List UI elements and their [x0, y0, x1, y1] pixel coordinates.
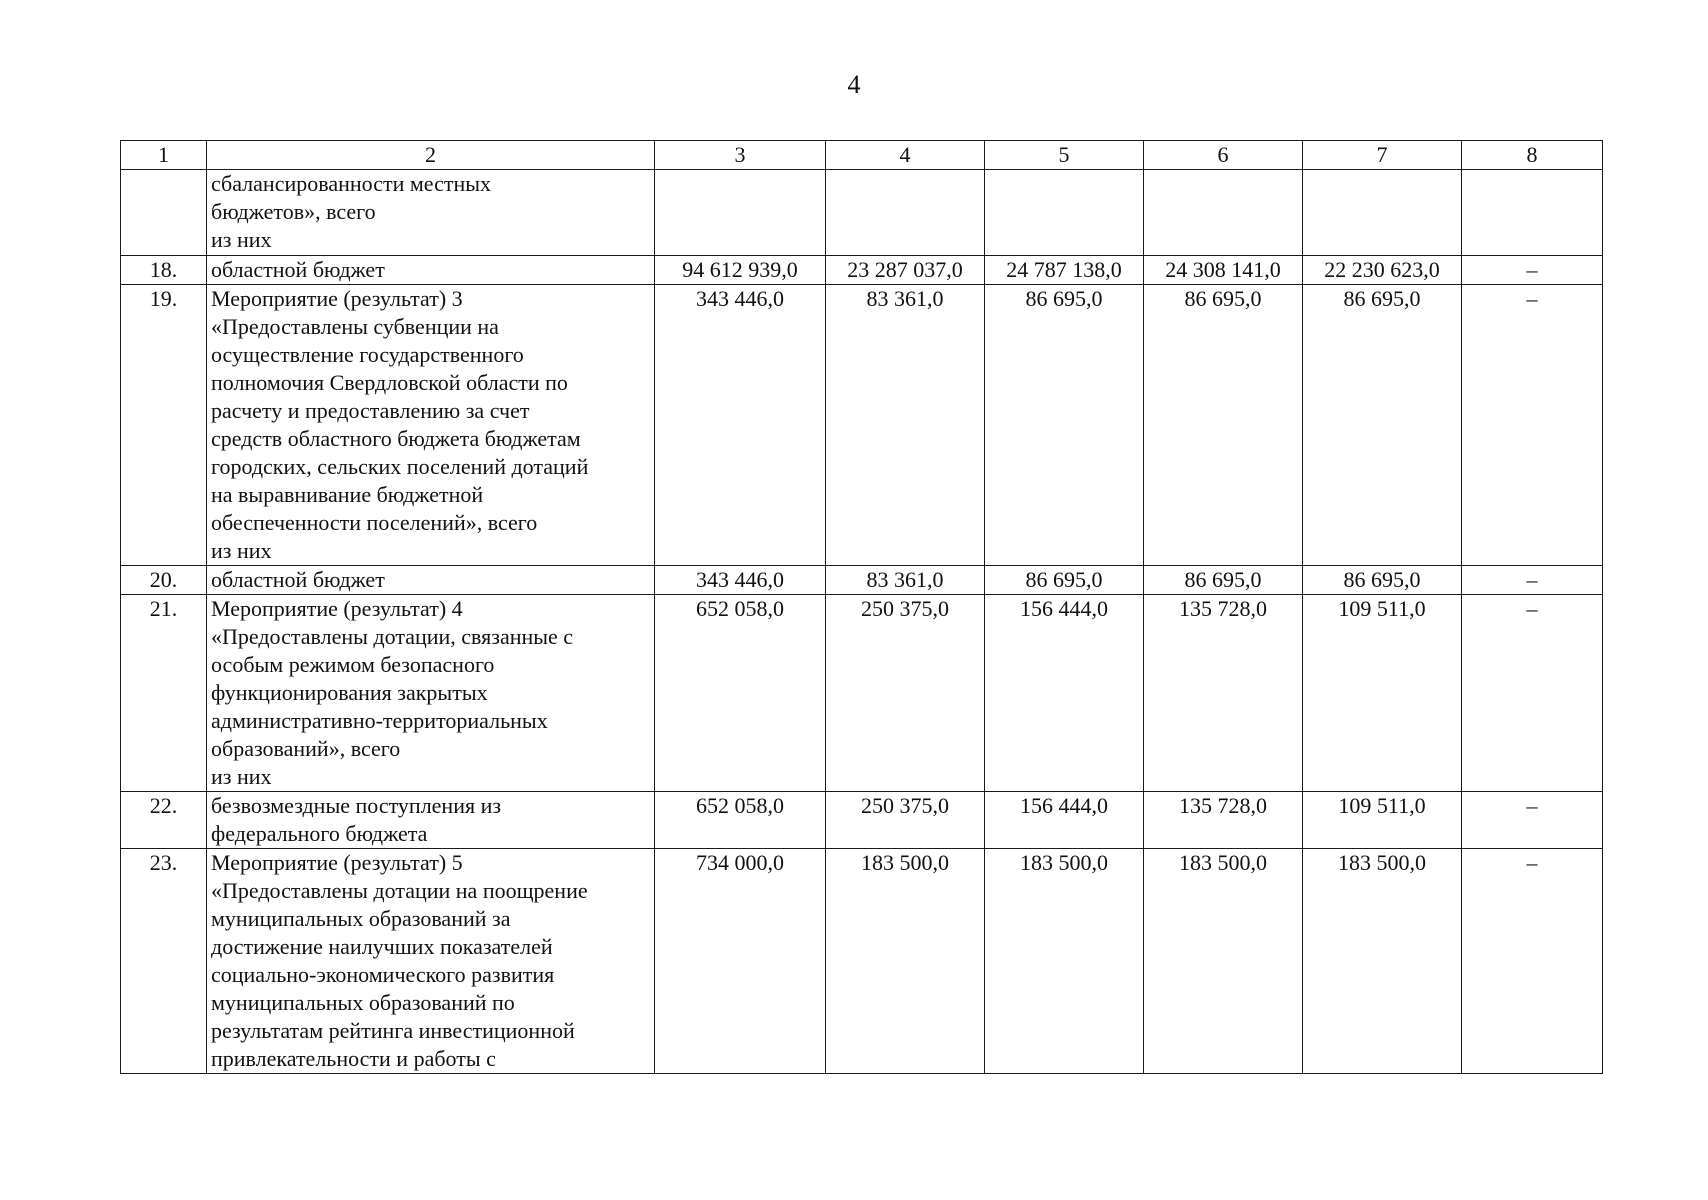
- value-col-7: 86 695,0: [1303, 566, 1462, 595]
- value-col-3: 343 446,0: [655, 285, 826, 566]
- value-col-6: 86 695,0: [1144, 285, 1303, 566]
- value-col-5: [985, 170, 1144, 256]
- value-col-8: –: [1462, 849, 1603, 1074]
- value-col-8: –: [1462, 595, 1603, 792]
- value-col-4: 250 375,0: [826, 792, 985, 849]
- row-description: Мероприятие (результат) 3 «Предоставлены субвенции на осуществление государственного полномочия Свердловской области по расчету и предоставлению за счет средств областного бюджета бюджетам городских, сельских поселений дотаций на выравнивание бюджетной обеспеченности поселений», всего из них: [207, 285, 655, 566]
- value-col-6: 24 308 141,0: [1144, 256, 1303, 285]
- row-description: областной бюджет: [207, 566, 655, 595]
- value-col-4: 250 375,0: [826, 595, 985, 792]
- row-number: [121, 170, 207, 256]
- value-col-3: 652 058,0: [655, 595, 826, 792]
- table-row: [121, 170, 1603, 256]
- row-number: 18.: [121, 256, 207, 285]
- column-header: 5: [985, 141, 1144, 170]
- table-row: [121, 256, 1603, 285]
- column-header: 7: [1303, 141, 1462, 170]
- value-col-6: 86 695,0: [1144, 566, 1303, 595]
- value-col-7: 109 511,0: [1303, 595, 1462, 792]
- table-row: [121, 849, 1603, 1074]
- value-col-7: 183 500,0: [1303, 849, 1462, 1074]
- table-row: [121, 595, 1603, 792]
- value-col-8: –: [1462, 285, 1603, 566]
- value-col-3: 343 446,0: [655, 566, 826, 595]
- table-row: [121, 566, 1603, 595]
- value-col-8: [1462, 170, 1603, 256]
- column-header: 8: [1462, 141, 1603, 170]
- table-row: [121, 285, 1603, 566]
- value-col-4: 83 361,0: [826, 566, 985, 595]
- value-col-6: 135 728,0: [1144, 792, 1303, 849]
- row-description: сбалансированности местных бюджетов», всего из них: [207, 170, 655, 256]
- column-header: 6: [1144, 141, 1303, 170]
- column-header: 1: [121, 141, 207, 170]
- value-col-8: –: [1462, 792, 1603, 849]
- value-col-4: 83 361,0: [826, 285, 985, 566]
- value-col-7: 86 695,0: [1303, 285, 1462, 566]
- column-header: 2: [207, 141, 655, 170]
- row-number: 22.: [121, 792, 207, 849]
- value-col-5: 86 695,0: [985, 566, 1144, 595]
- value-col-8: –: [1462, 566, 1603, 595]
- value-col-7: 22 230 623,0: [1303, 256, 1462, 285]
- table-header-row: [121, 141, 1603, 170]
- value-col-7: 109 511,0: [1303, 792, 1462, 849]
- value-col-4: 183 500,0: [826, 849, 985, 1074]
- table-row: [121, 792, 1603, 849]
- value-col-6: [1144, 170, 1303, 256]
- value-col-8: –: [1462, 256, 1603, 285]
- value-col-3: [655, 170, 826, 256]
- value-col-5: 156 444,0: [985, 595, 1144, 792]
- value-col-5: 156 444,0: [985, 792, 1144, 849]
- value-col-4: [826, 170, 985, 256]
- value-col-5: 24 787 138,0: [985, 256, 1144, 285]
- row-description: безвозмездные поступления из федерального бюджета: [207, 792, 655, 849]
- row-number: 21.: [121, 595, 207, 792]
- row-description: областной бюджет: [207, 256, 655, 285]
- value-col-5: 183 500,0: [985, 849, 1144, 1074]
- row-number: 19.: [121, 285, 207, 566]
- row-description: Мероприятие (результат) 4 «Предоставлены дотации, связанные с особым режимом безопасного функционирования закрытых административно-территориальных образований», всего из них: [207, 595, 655, 792]
- row-number: 20.: [121, 566, 207, 595]
- value-col-7: [1303, 170, 1462, 256]
- value-col-6: 183 500,0: [1144, 849, 1303, 1074]
- row-number: 23.: [121, 849, 207, 1074]
- value-col-3: 94 612 939,0: [655, 256, 826, 285]
- value-col-6: 135 728,0: [1144, 595, 1303, 792]
- row-description: Мероприятие (результат) 5 «Предоставлены дотации на поощрение муниципальных образований за достижение наилучших показателей социально-экономического развития муниципальных образований по результатам рейтинга инвестиционной привлекательности и работы с: [207, 849, 655, 1074]
- budget-table: [120, 140, 1603, 1074]
- value-col-3: 734 000,0: [655, 849, 826, 1074]
- page-number: [0, 70, 1708, 100]
- column-header: 3: [655, 141, 826, 170]
- value-col-3: 652 058,0: [655, 792, 826, 849]
- page-number-text: 4: [847, 70, 861, 99]
- value-col-4: 23 287 037,0: [826, 256, 985, 285]
- value-col-5: 86 695,0: [985, 285, 1144, 566]
- column-header: 4: [826, 141, 985, 170]
